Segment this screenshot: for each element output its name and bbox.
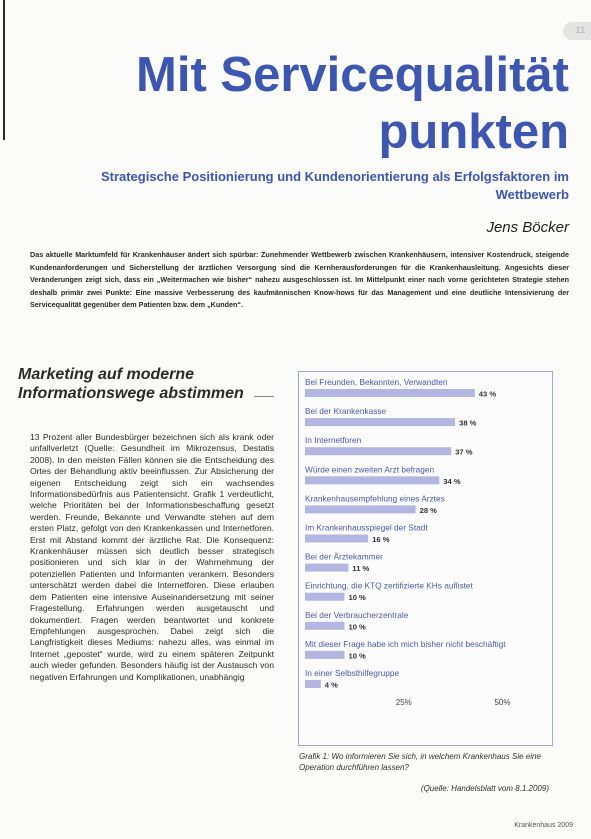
bar-7 [305, 593, 345, 601]
heading-rule [254, 396, 274, 397]
category-label-1: Bei der Krankenkasse [305, 406, 387, 417]
category-label-5: Im Krankenhausspiegel der Stadt [305, 522, 428, 533]
page-number-tab [563, 22, 591, 40]
bar-3 [305, 476, 439, 484]
bar-value-label-0: 43 % [478, 389, 497, 399]
author-name: Jens Böcker [486, 219, 569, 236]
bar-value-label-8: 10 % [348, 622, 366, 632]
chart-caption: Grafik 1: Wo informieren Sie sich, in welchem Krankenhaus Sie eine Operation durchführen lassen? [299, 752, 541, 772]
bar-9 [305, 651, 345, 659]
bar-value-label-9: 10 % [348, 651, 366, 661]
bar-value-label-2: 37 % [455, 447, 473, 457]
article-title-line-2: punkten [378, 105, 569, 159]
category-label-2: In Internetforen [305, 435, 362, 446]
x-tick-label-1: 50% [494, 698, 511, 708]
bar-1 [305, 418, 455, 426]
bar-value-label-6: 11 % [352, 564, 370, 574]
article-title-line-1: Mit Servicequalität [136, 48, 569, 102]
bar-value-label-3: 34 % [443, 476, 461, 486]
category-label-3: Würde einen zweiten Arzt befragen [305, 464, 435, 475]
bar-8 [305, 622, 345, 630]
category-label-6: Bei der Ärztekammer [305, 551, 383, 562]
category-label-7: Einrichtung, die KTQ zertifizierte KHs auflistet [305, 580, 473, 591]
bar-chart-svg [299, 372, 552, 745]
chart-source: (Quelle: Handelsblatt vom 8.1.2009) [420, 784, 549, 793]
category-label-4: Krankenhausempfehlung eines Arztes [305, 493, 445, 504]
bar-value-label-10: 4 % [324, 680, 338, 690]
category-label-0: Bei Freunden, Bekannten, Verwandten [305, 377, 448, 387]
article-subtitle: Strategische Positionierung und Kundenorientierung als Erfolgsfaktoren im Wettbewerb [100, 169, 569, 202]
bar-0 [305, 389, 475, 397]
bar-10 [305, 680, 321, 688]
page-footer: Krankenhaus 2009 [514, 822, 573, 829]
bar-2 [305, 447, 451, 455]
bar-value-label-7: 10 % [348, 593, 366, 603]
category-label-9: Mit dieser Frage habe ich mich bisher nicht beschäftigt [305, 638, 506, 649]
lead-paragraph: Das aktuelle Marktumfeld für Krankenhäuser ändert sich spürbar: Zunehmender Wettbewerb zwischen Krankenhäusern, intensiver Kostendruck, steigende Kundenanforderungen und Sicherstellung der ärztlichen Versorgung sind die Kernherausforderungen für die Krankenhausleitung. Angesichts dieser Veränderungen zeigt sich, dass ein „Weitermachen wie bisher“ nahezu ausgeschlossen ist. Im Mittelpunkt einer nach vorne gerichteten Strategie stehen deshalb primär zwei Punkte: Eine massive Verbesserung des kaufmännischen Know-hows für das Management und eine deutliche Intensivierung der Servicequalität gegenüber dem Patienten bzw. dem „Kunden“. [30, 250, 569, 310]
bar-4 [305, 505, 416, 513]
bar-6 [305, 564, 348, 572]
category-label-8: Bei der Verbraucherzentrale [305, 609, 409, 620]
bar-value-label-4: 28 % [419, 505, 437, 515]
category-label-10: In einer Selbsthilfegruppe [305, 668, 400, 678]
section-heading: Marketing auf moderne Informationswege abstimmen [18, 366, 244, 402]
bar-value-label-1: 38 % [459, 418, 477, 428]
page-number: 11 [575, 25, 585, 35]
bar-chart [298, 371, 553, 746]
bar-value-label-5: 16 % [372, 535, 390, 544]
bar-5 [305, 535, 368, 543]
body-text: 13 Prozent aller Bundesbürger bezeichnen sich als krank oder unfallverletzt (Quelle: Gesundheit im Mikrozensus, Destatis 2008). In den meisten Fällen können sie die Entscheidung des Ortes der Behandlung aktiv beeinflussen. Zur Absicherung der eigenen Entscheidung zeigt sich ein wachsendes Informationsbedürfnis aus Patientensicht. Grafik 1 verdeutlicht, welche Prioritäten bei der Informationsbeschaffung gesetzt werden. Freunde, Bekannte und Verwandte stehen auf dem ersten Platz, gefolgt von den Krankenkassen und Internetforen. Erst mit Abstand kommt der ärztliche Rat. Die Konsequenz: Krankenhäuser müssen sich deutlich besser strategisch positionieren und sich klar in der Wahrnehmung der potenziellen Patienten und Informanten verankern. Besonders unterschätzt werden dabei die Internetforen. Diese erlauben dem Patienten eine intensive Auseinandersetzung mit seiner Fragestellung. Erfahrungen werden ausgetauscht und dokumentiert. Fragen werden beantwortet und konkrete Empfehlungen ausgesprochen. Dabei zeigt sich die Langfristigkeit dieses Mediums: nahezu alles, was einmal im Internet „gepostet“ wurde, wird zu einem späteren Zeitpunkt auch wieder gefunden. Besonders häufig ist der Austausch von negativen Erfahrungen und Komplikationen, unabhängig [30, 432, 274, 682]
x-tick-label-0: 25% [395, 698, 412, 708]
